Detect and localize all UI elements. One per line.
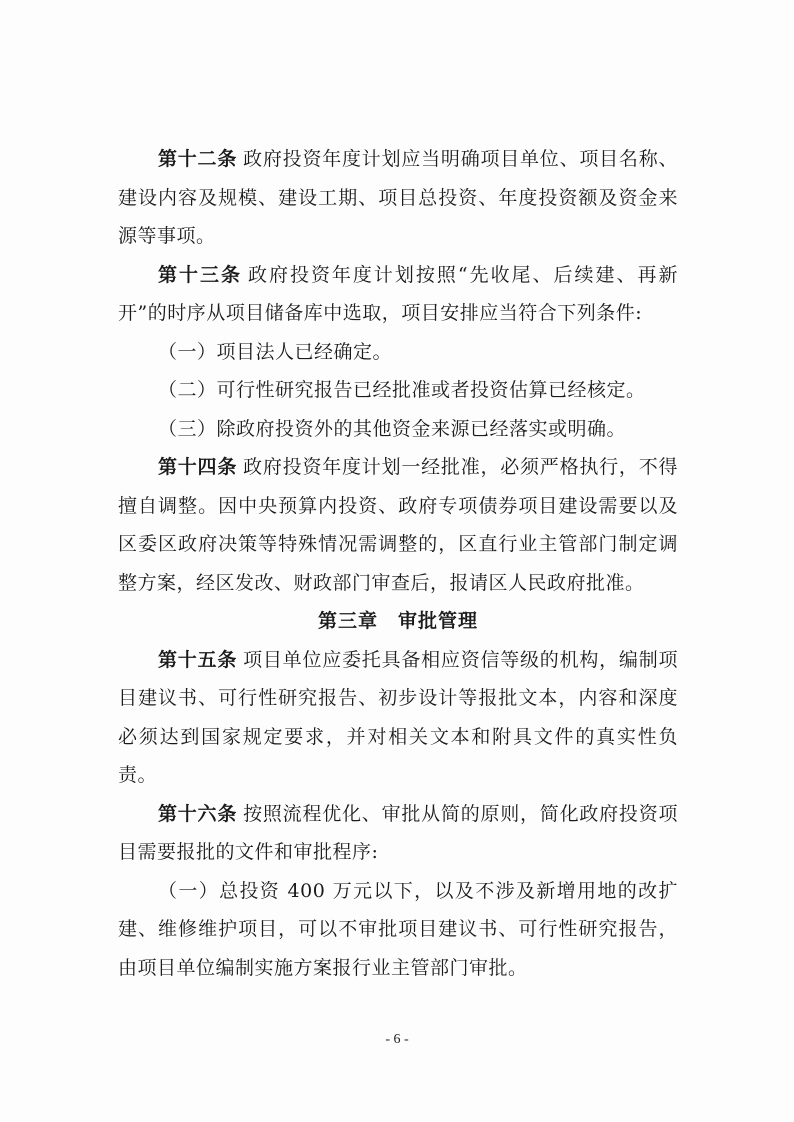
article-16-item-1: （一）总投资 400 万元以下，以及不涉及新增用地的改扩建、维修维护项目，可以不审批项目建议书、可行性研究报告，由项目单位编制实施方案报行业主管部门审批。 [118,879,678,979]
article-number: 第十六条 [158,802,238,825]
chapter-title: 审批管理 [398,610,479,632]
article-number: 第十五条 [158,648,238,671]
article-14 [118,448,678,602]
article-text: 政府投资年度计划按照“先收尾、后续建、再新开”的时序从项目储备库中选取，项目安排应当符合下列条件: [118,263,678,324]
chapter-heading [118,602,678,641]
article-text: 按照流程优化、审批从简的原则，简化政府投资项目需要报批的文件和审批程序: [118,802,678,863]
article-12 [118,140,678,256]
article-13-item-3: （三）除政府投资外的其他资金来源已经落实或明确。 [158,417,627,440]
article-16 [118,795,678,872]
article-text: 政府投资年度计划应当明确项目单位、项目名称、建设内容及规模、建设工期、项目总投资、年度投资额及资金来源等事项。 [118,148,678,247]
article-text: 项目单位应委托具备相应资信等级的机构，编制项目建议书、可行性研究报告、初步设计等报批文本，内容和深度必须达到国家规定要求，并对相关文本和附具文件的真实性负责。 [118,648,678,786]
article-text: 政府投资年度计划一经批准，必须严格执行，不得擅自调整。因中央预算内投资、政府专项债券项目建设需要以及区委区政府决策等特殊情况需调整的，区直行业主管部门制定调整方案，经区发改、财政部门审查后，报请区人民政府批准。 [118,456,678,594]
article-13-item-2: （二）可行性研究报告已经批准或者投资估算已经核定。 [158,379,646,401]
article-number: 第十二条 [158,148,238,170]
article-15 [118,641,678,795]
article-number: 第十三条 [158,263,242,286]
document-body [118,140,678,987]
chapter-number: 第三章 [317,610,378,632]
article-13 [118,256,678,333]
article-number: 第十四条 [158,456,238,478]
page-number: - 6 - [385,1032,409,1047]
article-13-item-1: （一）项目法人已经确定。 [158,340,393,363]
